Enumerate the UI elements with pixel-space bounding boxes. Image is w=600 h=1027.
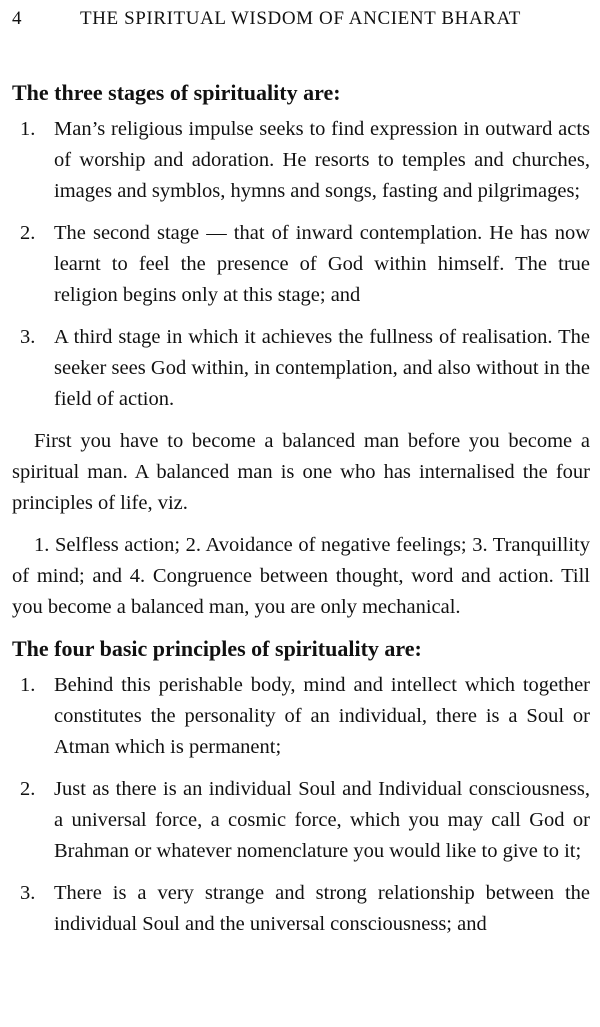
list-item: [12, 218, 590, 311]
list-text: A third stage in which it achieves the fullness of realisation. The seeker sees God within, in contemplation, and also without in the field of action.: [54, 326, 590, 410]
list-text: The second stage — that of inward contemplation. He has now learnt to feel the presence of God within himself. The true religion begins only at this stage; and: [54, 222, 590, 306]
list-item: [12, 878, 590, 940]
list-item: [12, 322, 590, 415]
four-principles-list: [12, 670, 590, 940]
list-number: 1.: [20, 674, 36, 696]
list-item: [12, 670, 590, 763]
list-text: Man’s religious impulse seeks to find expression in outward acts of worship and adoration. He resorts to temples and churches, images and symblos, hymns and songs, fasting and pilgrimages;: [54, 118, 590, 202]
list-item: [12, 114, 590, 207]
body-paragraph: First you have to become a balanced man before you become a spiritual man. A balanced man is one who has internalised the four principles of life, viz.: [12, 430, 590, 514]
list-number: 3.: [20, 882, 36, 904]
list-number: 3.: [20, 326, 36, 348]
running-title: THE SPIRITUAL WISDOM OF ANCIENT BHARAT: [80, 8, 521, 29]
list-number: 2.: [20, 222, 36, 244]
three-stages-list: [12, 114, 590, 415]
book-page: [0, 8, 600, 1027]
list-text: There is a very strange and strong relationship between the individual Soul and the universal consciousness; and: [54, 882, 590, 935]
page-number: 4: [12, 8, 22, 29]
list-number: 2.: [20, 778, 36, 800]
list-item: [12, 774, 590, 867]
list-number: 1.: [20, 118, 36, 140]
list-text: Behind this perishable body, mind and intellect which together constitutes the personality of an individual, there is a Soul or Atman which is permanent;: [54, 674, 590, 758]
body-paragraph: 1. Selfless action; 2. Avoidance of negative feelings; 3. Tranquillity of mind; and 4. Congruence between thought, word and action. Till you become a balanced man, you are only mechanical.: [12, 534, 590, 618]
list-text: Just as there is an individual Soul and Individual consciousness, a universal force, a cosmic force, which you may call God or Brahman or whatever nomenclature you would like to give to it;: [54, 778, 590, 862]
section-heading-four-principles: The four basic principles of spirituality are:: [12, 636, 422, 661]
running-head: [12, 8, 590, 36]
section-heading-three-stages: The three stages of spirituality are:: [12, 80, 341, 105]
